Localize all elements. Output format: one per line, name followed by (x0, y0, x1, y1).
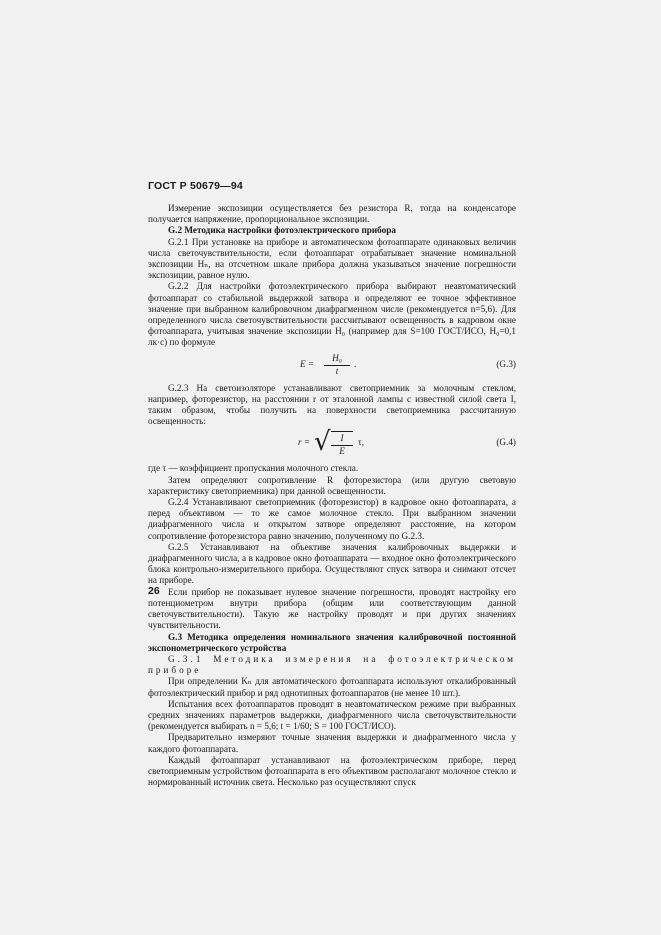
formula-g4-tau: τ, (358, 437, 364, 448)
paragraph: Предварительно измеряют точные значения выдержки и диафрагменного числа у каждого фотоаппарата. (148, 732, 516, 754)
paragraph: G.3 Методика определения номинального значения калибровочной постоянной экспонометрического устройства (148, 631, 516, 653)
paragraph-group-2 (148, 383, 516, 428)
formula-g4-fraction (331, 431, 353, 456)
formula-g3-lhs: E = (300, 358, 315, 369)
page-number: 26 (148, 585, 160, 597)
paragraph: Затем определяют сопротивление R фоторезистора (или другую световую характеристику светоприемника) при данной освещенности. (148, 474, 516, 496)
paragraph: G.2.2 Для настройки фотоэлектрического прибора выбирают неавтоматический фотоаппарат со стабильной выдержкой затвора и определяют ее точное эффективное значение при выбранном калибровочном диафрагменном числе (рекомендуется n=5,6). Для определенного числа светочувствительности рассчитывают освещенность в кадровом окне фотоаппарата, учитывая значение экспозиции H₀ (например для S=100 ГОСТ/ИСО, H₀=0,1 лк·с) по формуле (148, 281, 516, 348)
formula-g3-denominator: t (335, 365, 339, 376)
paragraph: G.2.3 На светоизоляторе устанавливают светоприемник за молочным стеклом, например, фоторезистор, на расстоянии r от эталонной лампы с известной силой света I, таким образом, чтобы получить на поверхности светоприемника рассчитанную освещенность: (148, 382, 516, 427)
paragraph: Если прибор не показывает нулевое значение погрешности, проводят настройку его потенциометром внутри прибора (общим или соответствующим данной светочувствительности). Такую же настройку проводят и при других значениях чувствительности. (148, 586, 516, 631)
formula-g4-numerator: I (331, 433, 353, 445)
formula-g3 (148, 353, 516, 379)
formula-g3-fraction (324, 353, 350, 377)
paragraph: где τ — коэффициент пропускания молочного стекла. (148, 463, 359, 474)
formula-g4 (148, 429, 516, 459)
formula-g4-lhs: r = (298, 437, 311, 448)
sqrt-sign-icon: √ (314, 427, 331, 458)
paragraph: Каждый фотоаппарат устанавливают на фотоэлектрическом приборе, перед светоприемным устройством фотоаппарата в его объективом располагают молочное стекло и нормированный источник света. Несколько раз осуществляют спуск (148, 754, 516, 788)
paragraph: G.2.5 Устанавливают на объективе значения калибровочных выдержки и диафрагменного числа, а в кадровое окно фотоаппарата — входное окно фотоэлектрического блока контрольно-измерительного прибора. Осуществляют спуск затвора и снимают отсчет на приборе. (148, 541, 516, 586)
formula-g3-numerator: H₀ (324, 353, 350, 366)
paragraph: G.2.1 При установке на приборе и автоматическом фотоаппарате одинаковых величин числа светочувствительности, если фотоаппарат отрабатывает значение номинальной экспозиции Hₙ, на отсчетном шкале прибора должна указываться значение погрешности экспозиции, равное нулю. (148, 236, 516, 281)
document-body (148, 203, 516, 788)
document-header: ГОСТ Р 50679—94 (148, 180, 243, 192)
paragraph: G.2.4 Устанавливают светоприемник (фоторезистор) в кадровое окно фотоаппарата, а перед объективом — то же самое молочное стекло. При выбранном значении диафрагменного числа и открытом затворе определяют расстояние, на котором сопротивление фоторезистора равно значению, полученному по G.2.3. (148, 497, 516, 541)
paragraph: Испытания всех фотоаппаратов проводят в неавтоматическом режиме при выбранных средних значениях параметров выдержки, диафрагменного числа светочувствительности (рекомендуется выбирать n = 5,6; t = 1/60; S = 100 ГОСТ/ИСО). (148, 698, 516, 732)
paragraph: При определении Kₙ для автоматического фотоаппарата используют откалиброванный фотоэлектрический прибор и ряд однотипных фотоаппаратов (не менее 10 шт.). (148, 676, 516, 698)
formula-g4-denominator: E (339, 445, 345, 456)
formula-g3-label: (G.3) (496, 358, 516, 369)
formula-g4-label: (G.4) (496, 437, 516, 448)
paragraph: G.2 Методика настройки фотоэлектрического прибора (168, 225, 396, 236)
paragraph: G.3.1 Методика измерения на фотоэлектрическом приборе (148, 653, 516, 676)
paragraph: Измерение экспозиции осуществляется без резистора R, тогда на конденсаторе получается напряжение, пропорциональное экспозиции. (148, 203, 516, 225)
formula-g3-tail: . (354, 358, 357, 369)
paragraph-group-1 (148, 203, 516, 349)
paragraph-group-3 (148, 463, 516, 788)
